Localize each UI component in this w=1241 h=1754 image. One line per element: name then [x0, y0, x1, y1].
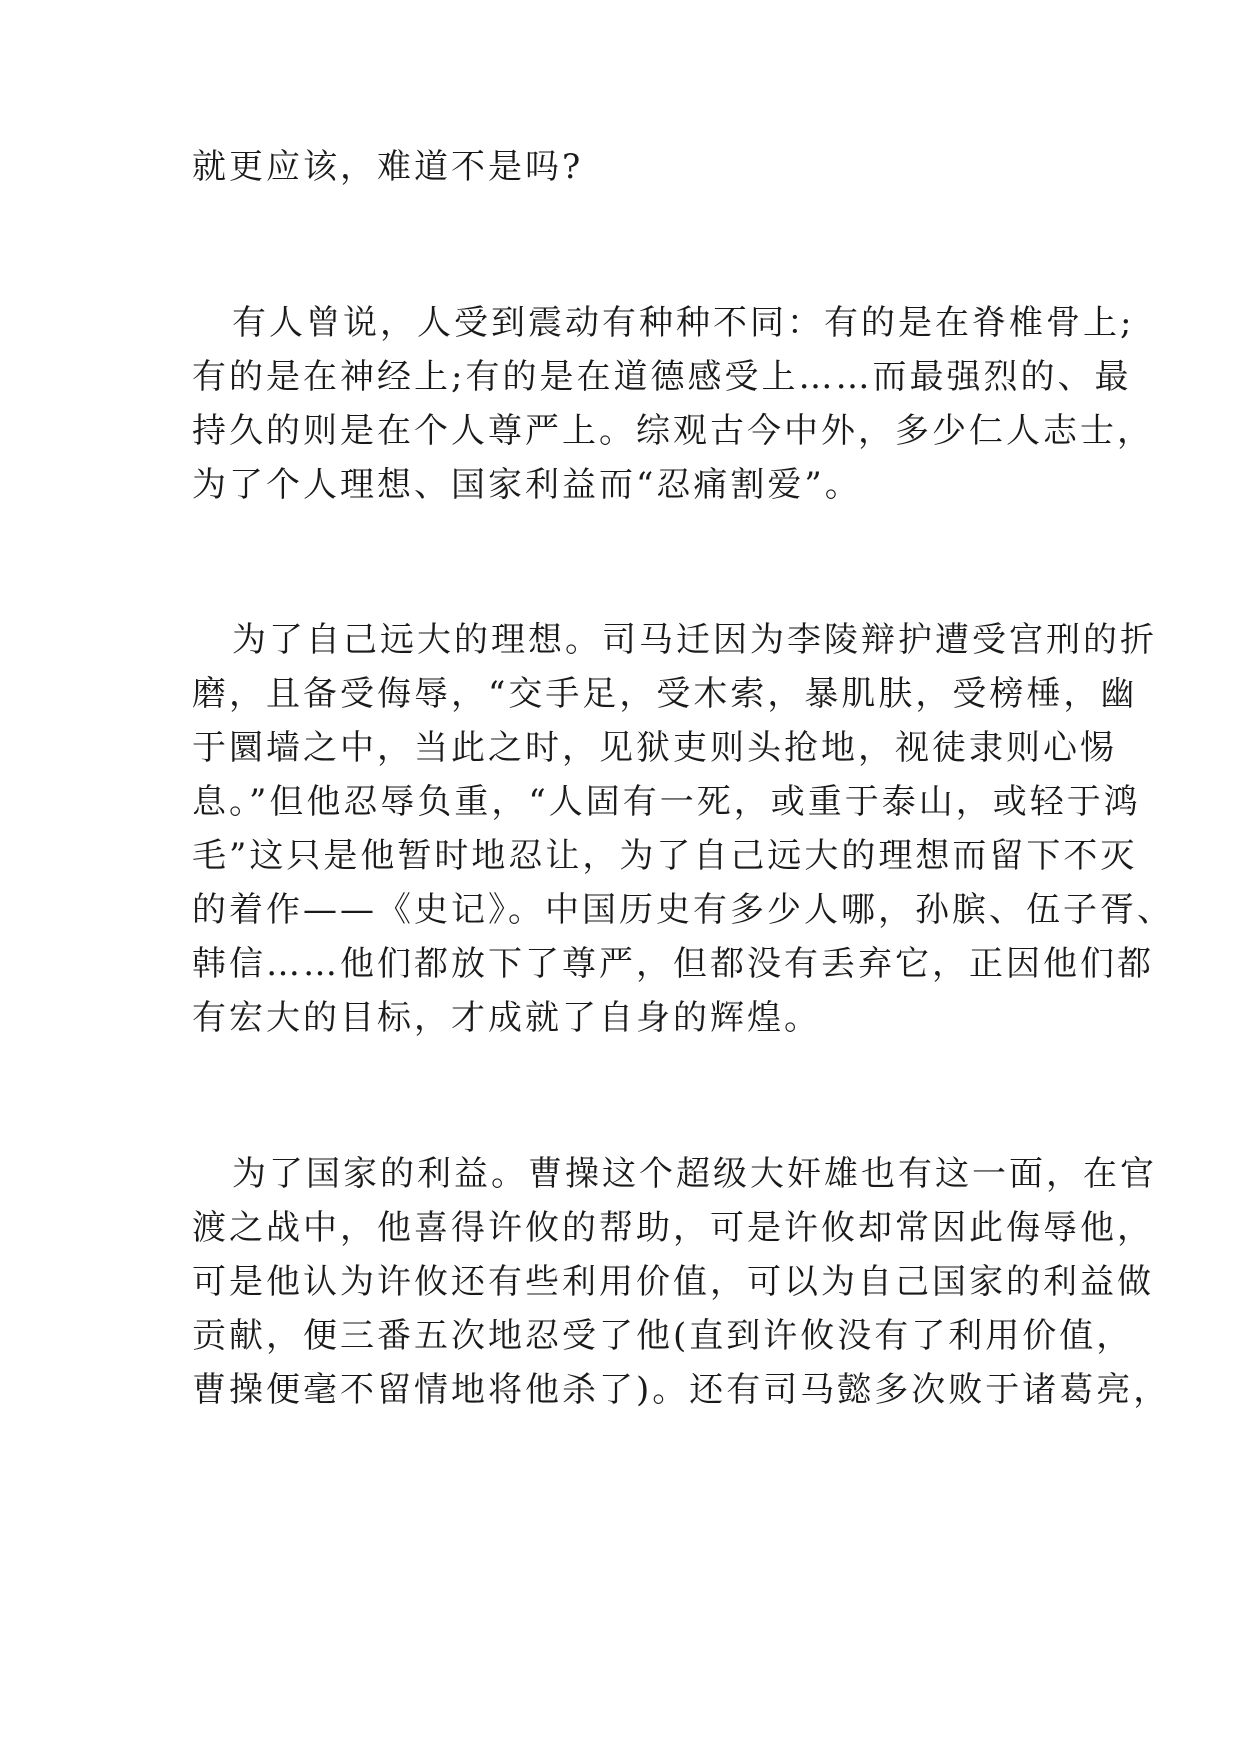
paragraph-3-line-2: 磨，且备受侮辱，“交手足，受木索，暴肌肤，受榜棰，幽 [192, 674, 1138, 714]
paragraph-3-line-5: 毛”这只是他暂时地忍让，为了自己远大的理想而留下不灭 [192, 836, 1138, 876]
paragraph-4-line-2: 渡之战中，他喜得许攸的帮助，可是许攸却常因此侮辱他， [192, 1208, 1154, 1248]
paragraph-2-line-1: 有人曾说，人受到震动有种种不同：有的是在脊椎骨上; [232, 303, 1135, 343]
paragraph-3-line-7: 韩信……他们都放下了尊严，但都没有丢弃它，正因他们都 [192, 944, 1154, 984]
paragraph-1-line-1: 就更应该，难道不是吗? [192, 147, 584, 187]
paragraph-2-line-3: 持久的则是在个人尊严上。综观古今中外，多少仁人志士， [192, 411, 1154, 451]
paragraph-3-line-3: 于圜墙之中，当此之时，见狱吏则头抢地，视徒隶则心惕 [192, 728, 1117, 768]
paragraph-4-line-4: 贡献，便三番五次地忍受了他(直到许攸没有了利用价值， [192, 1316, 1134, 1356]
paragraph-3-line-8: 有宏大的目标，才成就了自身的辉煌。 [192, 998, 821, 1038]
paragraph-2-line-4: 为了个人理想、国家利益而“忍痛割爱”。 [192, 465, 862, 505]
paragraph-3-line-1: 为了自己远大的理想。司马迁因为李陵辩护遭受宫刑的折 [232, 620, 1157, 660]
paragraph-3-line-6: 的着作——《史记》。中国历史有多少人哪，孙膑、伍子胥、 [192, 890, 1174, 930]
paragraph-2-line-2: 有的是在神经上;有的是在道德感受上……而最强烈的、最 [192, 357, 1132, 397]
paragraph-4-line-5: 曹操便毫不留情地将他杀了)。还有司马懿多次败于诸葛亮， [192, 1370, 1171, 1410]
paragraph-3-line-4: 息。”但他忍辱负重，“人固有一死，或重于泰山，或轻于鸿 [192, 782, 1141, 822]
paragraph-4-line-1: 为了国家的利益。曹操这个超级大奸雄也有这一面，在官 [232, 1154, 1157, 1194]
paragraph-4-line-3: 可是他认为许攸还有些利用价值，可以为自己国家的利益做 [192, 1262, 1154, 1302]
